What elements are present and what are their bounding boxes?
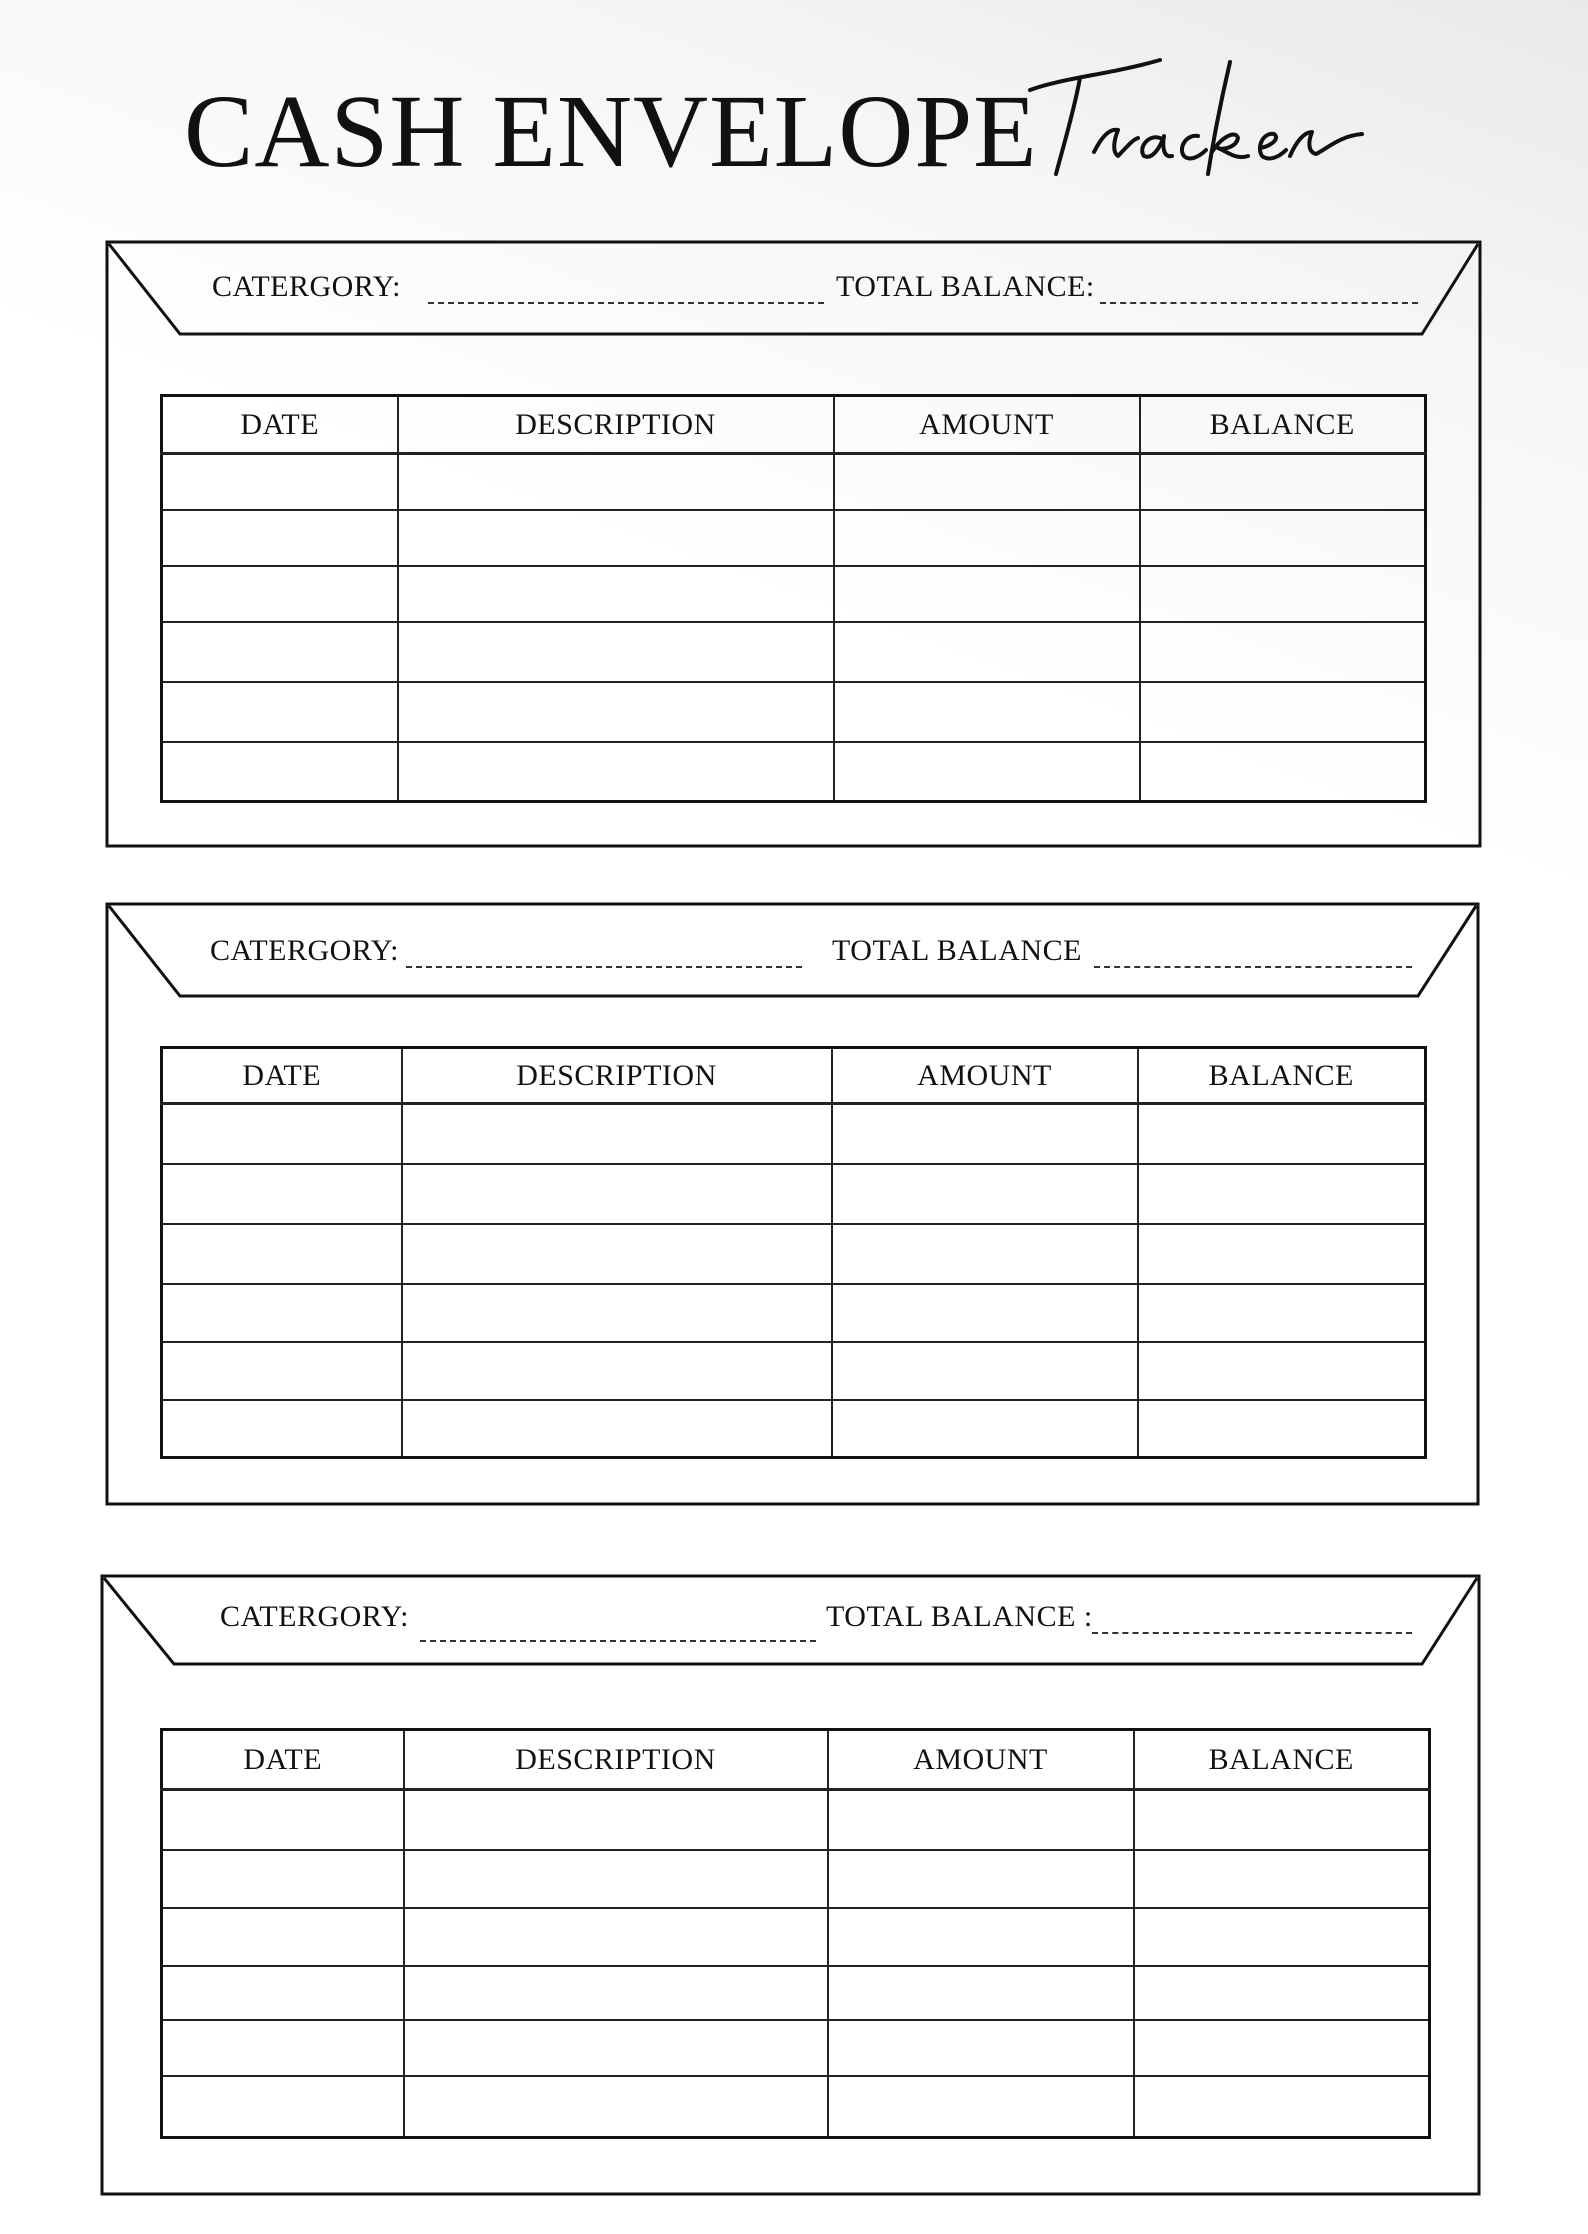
table-row [162, 1908, 1430, 1966]
table-row [162, 1850, 1430, 1908]
column-header-date: DATE [162, 1730, 404, 1790]
category-label: CATERGORY: [212, 270, 401, 303]
amount-cell[interactable] [828, 1790, 1134, 1850]
category-line[interactable] [420, 1640, 816, 1642]
column-header-date: DATE [162, 1048, 402, 1104]
column-header-amount: AMOUNT [834, 396, 1140, 454]
total-balance-line[interactable] [1092, 1632, 1412, 1634]
amount-cell[interactable] [828, 1966, 1134, 2020]
date-cell[interactable] [162, 2076, 404, 2138]
date-cell[interactable] [162, 1850, 404, 1908]
balance-cell[interactable] [1134, 2020, 1430, 2076]
description-cell[interactable] [404, 2020, 828, 2076]
date-cell[interactable] [162, 2020, 404, 2076]
date-cell[interactable] [162, 1790, 404, 1850]
date-cell[interactable] [162, 1966, 404, 2020]
table-row [162, 2076, 1430, 2138]
description-cell[interactable] [404, 1790, 828, 1850]
description-cell[interactable] [404, 1966, 828, 2020]
column-header-balance: BALANCE [1138, 1048, 1426, 1104]
amount-cell[interactable] [828, 2020, 1134, 2076]
balance-cell[interactable] [1134, 1850, 1430, 1908]
balance-cell[interactable] [1134, 1790, 1430, 1850]
table-row [162, 2020, 1430, 2076]
column-header-balance: BALANCE [1134, 1730, 1430, 1790]
column-header-balance: BALANCE [1140, 396, 1426, 454]
column-header-description: DESCRIPTION [398, 396, 834, 454]
category-label: CATERGORY: [220, 1600, 409, 1633]
balance-cell[interactable] [1134, 1966, 1430, 2020]
column-header-amount: AMOUNT [832, 1048, 1138, 1104]
title-main-text: CASH ENVELOPE [184, 74, 1038, 189]
amount-cell[interactable] [828, 1908, 1134, 1966]
amount-cell[interactable] [828, 2076, 1134, 2138]
balance-cell[interactable] [1134, 1908, 1430, 1966]
table-row [162, 1790, 1430, 1850]
table-row [162, 1966, 1430, 2020]
total-balance-label: TOTAL BALANCE: [836, 270, 1095, 303]
balance-cell[interactable] [1134, 2076, 1430, 2138]
column-header-description: DESCRIPTION [404, 1730, 828, 1790]
ledger-table [160, 1728, 1431, 2139]
table-header-row [162, 1730, 1430, 1790]
column-header-amount: AMOUNT [828, 1730, 1134, 1790]
description-cell[interactable] [404, 2076, 828, 2138]
column-header-description: DESCRIPTION [402, 1048, 832, 1104]
description-cell[interactable] [404, 1850, 828, 1908]
date-cell[interactable] [162, 1908, 404, 1966]
column-header-date: DATE [162, 396, 398, 454]
total-balance-label: TOTAL BALANCE : [826, 1600, 1093, 1633]
total-balance-label: TOTAL BALANCE [832, 934, 1082, 967]
description-cell[interactable] [404, 1908, 828, 1966]
category-label: CATERGORY: [210, 934, 399, 967]
amount-cell[interactable] [828, 1850, 1134, 1908]
